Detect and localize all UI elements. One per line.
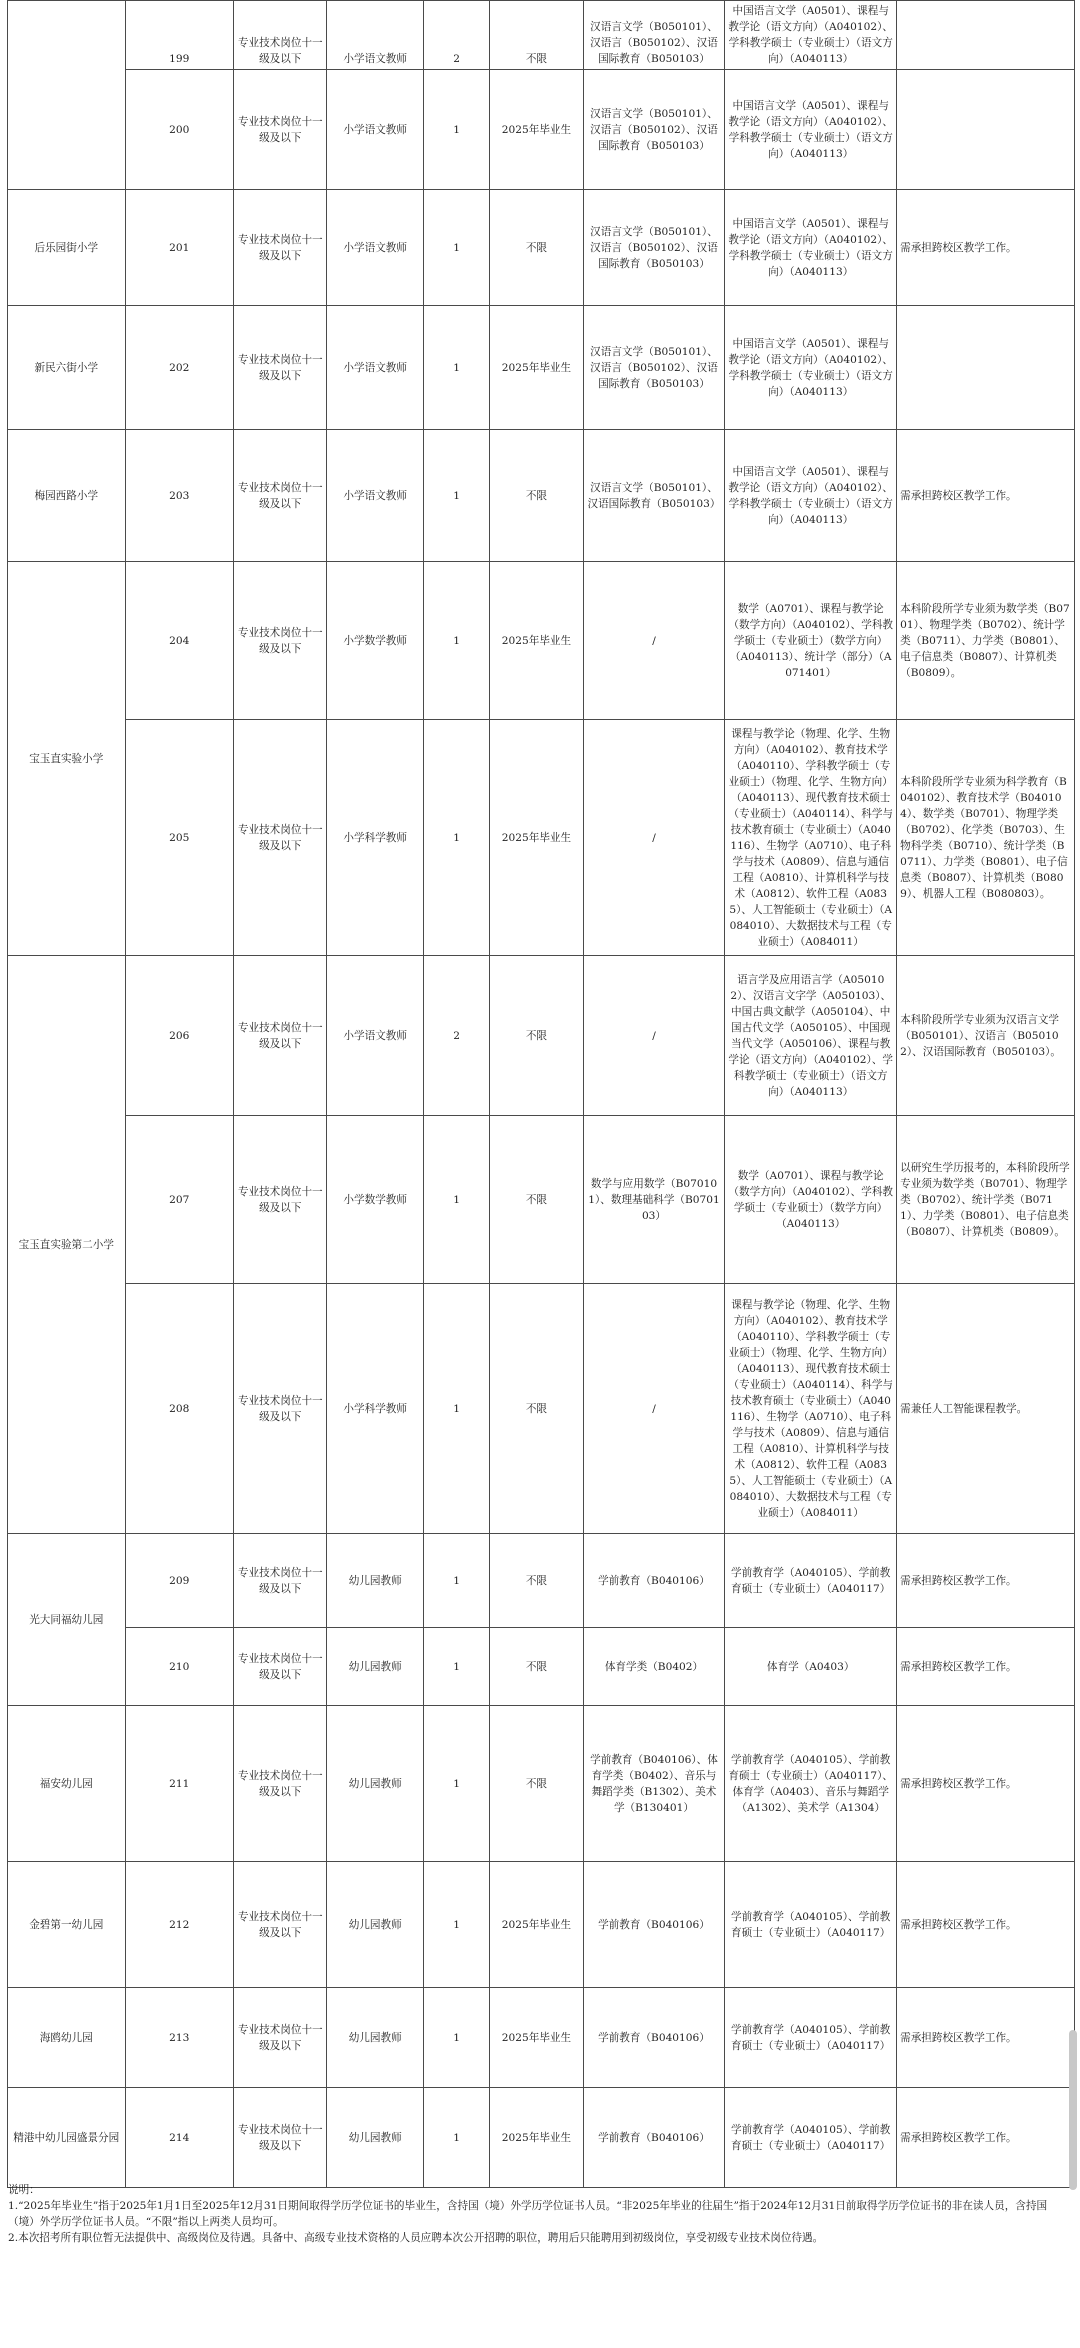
position-level-cell: 专业技术岗位十一级及以下 xyxy=(234,190,327,306)
post-name-cell: 小学数学教师 xyxy=(327,1116,423,1284)
remark-cell: 需承担跨校区教学工作。 xyxy=(897,190,1075,306)
postgrad-major-cell: 语言学及应用语言学（A050102）、汉语言文字学（A050103）、中国古典文献学（A050104）、中国古代文学（A050105）、中国现当代文学（A050106）、课程与教学论（语文方向）（A040102）、学科教学硕士（专业硕士）（语文方向）（A040113） xyxy=(725,956,897,1116)
condition-cell: 2025年毕业生 xyxy=(490,720,583,956)
condition-cell: 不限 xyxy=(490,1116,583,1284)
undergrad-major-cell: / xyxy=(583,720,725,956)
table-row xyxy=(8,190,1075,306)
condition-cell: 不限 xyxy=(490,1628,583,1706)
position-level-cell: 专业技术岗位十一级及以下 xyxy=(234,1,327,70)
post-name-cell: 小学科学教师 xyxy=(327,720,423,956)
post-name-cell: 小学语文教师 xyxy=(327,70,423,190)
post-name-cell: 小学语文教师 xyxy=(327,306,423,430)
remark-cell: 需承担跨校区教学工作。 xyxy=(897,2088,1075,2188)
post-name-cell: 幼儿园教师 xyxy=(327,1706,423,1862)
table-row xyxy=(8,70,1075,190)
position-level-cell: 专业技术岗位十一级及以下 xyxy=(234,1862,327,1988)
school-cell: 宝玉直实验第二小学 xyxy=(8,956,126,1534)
position-code-cell: 205 xyxy=(125,720,234,956)
position-code-cell: 211 xyxy=(125,1706,234,1862)
notes-heading: 说明： xyxy=(8,2184,40,2196)
condition-cell: 不限 xyxy=(490,1534,583,1628)
post-name-cell: 小学语文教师 xyxy=(327,190,423,306)
position-code-cell: 207 xyxy=(125,1116,234,1284)
condition-cell: 不限 xyxy=(490,956,583,1116)
undergrad-major-cell: 学前教育（B040106） xyxy=(583,1534,725,1628)
table-row xyxy=(8,562,1075,720)
remark-cell: 需承担跨校区教学工作。 xyxy=(897,430,1075,562)
headcount-cell: 1 xyxy=(423,2088,489,2188)
undergrad-major-cell: 学前教育（B040106） xyxy=(583,1988,725,2088)
postgrad-major-cell: 数学（A0701）、课程与教学论（数学方向）（A040102）、学科教学硕士（专业硕士）（数学方向）（A040113） xyxy=(725,1116,897,1284)
undergrad-major-cell: 学前教育（B040106）、体育学类（B0402）、音乐与舞蹈学类（B1302）、美术学（B130401） xyxy=(583,1706,725,1862)
condition-cell: 2025年毕业生 xyxy=(490,70,583,190)
post-name-cell: 幼儿园教师 xyxy=(327,1988,423,2088)
post-name-cell: 幼儿园教师 xyxy=(327,1862,423,1988)
school-cell: 后乐园街小学 xyxy=(8,190,126,306)
post-name-cell: 幼儿园教师 xyxy=(327,2088,423,2188)
headcount-cell: 1 xyxy=(423,1284,489,1534)
condition-cell: 2025年毕业生 xyxy=(490,306,583,430)
table-row xyxy=(8,2088,1075,2188)
position-code-cell: 201 xyxy=(125,190,234,306)
undergrad-major-cell: 学前教育（B040106） xyxy=(583,2088,725,2188)
position-level-cell: 专业技术岗位十一级及以下 xyxy=(234,1116,327,1284)
condition-cell: 不限 xyxy=(490,190,583,306)
headcount-cell: 1 xyxy=(423,70,489,190)
undergrad-major-cell: 汉语言文学（B050101）、汉语言（B050102）、汉语国际教育（B050103） xyxy=(583,1,725,70)
table-row xyxy=(8,1,1075,70)
condition-cell: 2025年毕业生 xyxy=(490,1862,583,1988)
headcount-cell: 1 xyxy=(423,1534,489,1628)
position-level-cell: 专业技术岗位十一级及以下 xyxy=(234,956,327,1116)
remark-cell: 本科阶段所学专业须为汉语言文学（B050101）、汉语言（B050102）、汉语国际教育（B050103）。 xyxy=(897,956,1075,1116)
school-cell: 新民六街小学 xyxy=(8,306,126,430)
position-code-cell: 210 xyxy=(125,1628,234,1706)
position-level-cell: 专业技术岗位十一级及以下 xyxy=(234,70,327,190)
undergrad-major-cell: 汉语言文学（B050101）、汉语言（B050102）、汉语国际教育（B050103） xyxy=(583,306,725,430)
table-row xyxy=(8,1706,1075,1862)
headcount-cell: 1 xyxy=(423,306,489,430)
postgrad-major-cell: 课程与教学论（物理、化学、生物方向）（A040102）、教育技术学（A040110）、学科教学硕士（专业硕士）（物理、化学、生物方向）（A040113）、现代教育技术硕士（专业硕士）（A040114）、科学与技术教育硕士（专业硕士）（A040116）、生物学（A0710）、电子科学与技术（A0809）、信息与通信工程（A0810）、计算机科学与技术（A0812）、软件工程（A0835）、人工智能硕士（专业硕士）（A084010）、大数据技术与工程（专业硕士）（A084011） xyxy=(725,720,897,956)
position-level-cell: 专业技术岗位十一级及以下 xyxy=(234,1706,327,1862)
school-cell: 精港中幼儿园盛景分园 xyxy=(8,2088,126,2188)
postgrad-major-cell: 中国语言文学（A0501）、课程与教学论（语文方向）（A040102）、学科教学硕士（专业硕士）（语文方向）（A040113） xyxy=(725,1,897,70)
position-level-cell: 专业技术岗位十一级及以下 xyxy=(234,306,327,430)
recruitment-table xyxy=(7,0,1075,2188)
postgrad-major-cell: 中国语言文学（A0501）、课程与教学论（语文方向）（A040102）、学科教学硕士（专业硕士）（语文方向）（A040113） xyxy=(725,190,897,306)
table-row xyxy=(8,430,1075,562)
position-code-cell: 203 xyxy=(125,430,234,562)
school-cell: 海鸥幼儿园 xyxy=(8,1988,126,2088)
position-level-cell: 专业技术岗位十一级及以下 xyxy=(234,430,327,562)
table-row xyxy=(8,1988,1075,2088)
post-name-cell: 小学语文教师 xyxy=(327,430,423,562)
position-code-cell: 200 xyxy=(125,70,234,190)
condition-cell: 2025年毕业生 xyxy=(490,562,583,720)
undergrad-major-cell: 汉语言文学（B050101）、汉语言（B050102）、汉语国际教育（B050103） xyxy=(583,190,725,306)
remark-cell: 需承担跨校区教学工作。 xyxy=(897,1534,1075,1628)
position-level-cell: 专业技术岗位十一级及以下 xyxy=(234,720,327,956)
remark-cell: 需承担跨校区教学工作。 xyxy=(897,1706,1075,1862)
headcount-cell: 2 xyxy=(423,1,489,70)
post-name-cell: 幼儿园教师 xyxy=(327,1628,423,1706)
school-cell: 梅园西路小学 xyxy=(8,430,126,562)
undergrad-major-cell: / xyxy=(583,562,725,720)
position-code-cell: 208 xyxy=(125,1284,234,1534)
postgrad-major-cell: 学前教育学（A040105）、学前教育硕士（专业硕士）（A040117） xyxy=(725,2088,897,2188)
position-code-cell: 209 xyxy=(125,1534,234,1628)
condition-cell: 2025年毕业生 xyxy=(490,1988,583,2088)
post-name-cell: 小学数学教师 xyxy=(327,562,423,720)
post-name-cell: 小学语文教师 xyxy=(327,1,423,70)
remark-cell: 需承担跨校区教学工作。 xyxy=(897,1628,1075,1706)
position-code-cell: 213 xyxy=(125,1988,234,2088)
position-level-cell: 专业技术岗位十一级及以下 xyxy=(234,1534,327,1628)
table-row xyxy=(8,1116,1075,1284)
undergrad-major-cell: 数学与应用数学（B070101）、数理基础科学（B070103） xyxy=(583,1116,725,1284)
table-row xyxy=(8,1628,1075,1706)
headcount-cell: 2 xyxy=(423,956,489,1116)
position-level-cell: 专业技术岗位十一级及以下 xyxy=(234,562,327,720)
remark-cell: 本科阶段所学专业须为科学教育（B040102）、教育技术学（B040104）、数学类（B0701）、物理学类（B0702）、化学类（B0703）、生物科学类（B0710）、统计学类（B0711）、力学类（B0801）、电子信息类（B0807）、计算机类（B0809）、机器人工程（B080803）。 xyxy=(897,720,1075,956)
condition-cell: 不限 xyxy=(490,1,583,70)
headcount-cell: 1 xyxy=(423,562,489,720)
remark-cell xyxy=(897,70,1075,190)
undergrad-major-cell: 汉语言文学（B050101）、汉语国际教育（B050103） xyxy=(583,430,725,562)
notes-line-1: 1.“2025年毕业生”指于2025年1月1日至2025年12月31日期间取得学历学位证书的毕业生，含持国（境）外学历学位证书人员。“非2025年毕业的往届生”指于2024年12月31日前取得学历学位证书的非在读人员，含持国（境）外学历学位证书人员。“不限”指以上两类人员均可。 xyxy=(8,2200,1048,2228)
school-cell: 光大同福幼儿园 xyxy=(8,1534,126,1706)
table-row xyxy=(8,720,1075,956)
remark-cell: 需兼任人工智能课程教学。 xyxy=(897,1284,1075,1534)
postgrad-major-cell: 体育学（A0403） xyxy=(725,1628,897,1706)
remark-cell: 需承担跨校区教学工作。 xyxy=(897,1988,1075,2088)
remark-cell: 需承担跨校区教学工作。 xyxy=(897,1862,1075,1988)
recruitment-table-container xyxy=(7,0,1075,2188)
headcount-cell: 1 xyxy=(423,190,489,306)
postgrad-major-cell: 学前教育学（A040105）、学前教育硕士（专业硕士）（A040117）、体育学（A0403）、音乐与舞蹈学（A1302）、美术学（A1304） xyxy=(725,1706,897,1862)
remark-cell xyxy=(897,1,1075,70)
notes-line-2: 2.本次招考所有职位暂无法提供中、高级岗位及待遇。具备中、高级专业技术资格的人员应聘本次公开招聘的职位，聘用后只能聘用到初级岗位，享受初级专业技术岗位待遇。 xyxy=(8,2232,824,2244)
school-cell xyxy=(8,1,126,190)
headcount-cell: 1 xyxy=(423,1628,489,1706)
headcount-cell: 1 xyxy=(423,1988,489,2088)
table-row xyxy=(8,1862,1075,1988)
postgrad-major-cell: 中国语言文学（A0501）、课程与教学论（语文方向）（A040102）、学科教学硕士（专业硕士）（语文方向）（A040113） xyxy=(725,430,897,562)
postgrad-major-cell: 学前教育学（A040105）、学前教育硕士（专业硕士）（A040117） xyxy=(725,1534,897,1628)
post-name-cell: 幼儿园教师 xyxy=(327,1534,423,1628)
post-name-cell: 小学科学教师 xyxy=(327,1284,423,1534)
postgrad-major-cell: 数学（A0701）、课程与教学论（数学方向）（A040102）、学科教学硕士（专业硕士）（数学方向）（A040113）、统计学（部分）（A071401） xyxy=(725,562,897,720)
position-level-cell: 专业技术岗位十一级及以下 xyxy=(234,1628,327,1706)
table-row xyxy=(8,956,1075,1116)
school-cell: 福安幼儿园 xyxy=(8,1706,126,1862)
headcount-cell: 1 xyxy=(423,1706,489,1862)
headcount-cell: 1 xyxy=(423,1862,489,1988)
notes-section xyxy=(8,2182,1070,2246)
table-row xyxy=(8,1284,1075,1534)
remark-cell xyxy=(897,306,1075,430)
headcount-cell: 1 xyxy=(423,430,489,562)
remark-cell: 以研究生学历报考的，本科阶段所学专业须为数学类（B0701）、物理学类（B0702）、统计学类（B0711）、力学类（B0801）、电子信息类（B0807）、计算机类（B0809）。 xyxy=(897,1116,1075,1284)
position-code-cell: 214 xyxy=(125,2088,234,2188)
headcount-cell: 1 xyxy=(423,720,489,956)
postgrad-major-cell: 课程与教学论（物理、化学、生物方向）（A040102）、教育技术学（A040110）、学科教学硕士（专业硕士）（物理、化学、生物方向）（A040113）、现代教育技术硕士（专业硕士）（A040114）、科学与技术教育硕士（专业硕士）（A040116）、生物学（A0710）、电子科学与技术（A0809）、信息与通信工程（A0810）、计算机科学与技术（A0812）、软件工程（A0835）、人工智能硕士（专业硕士）（A084010）、大数据技术与工程（专业硕士）（A084011） xyxy=(725,1284,897,1534)
position-level-cell: 专业技术岗位十一级及以下 xyxy=(234,2088,327,2188)
position-code-cell: 212 xyxy=(125,1862,234,1988)
table-row xyxy=(8,1534,1075,1628)
postgrad-major-cell: 学前教育学（A040105）、学前教育硕士（专业硕士）（A040117） xyxy=(725,1988,897,2088)
condition-cell: 2025年毕业生 xyxy=(490,2088,583,2188)
position-code-cell: 206 xyxy=(125,956,234,1116)
post-name-cell: 小学语文教师 xyxy=(327,956,423,1116)
undergrad-major-cell: 学前教育（B040106） xyxy=(583,1862,725,1988)
headcount-cell: 1 xyxy=(423,1116,489,1284)
undergrad-major-cell: / xyxy=(583,1284,725,1534)
undergrad-major-cell: 体育学类（B0402） xyxy=(583,1628,725,1706)
position-code-cell: 204 xyxy=(125,562,234,720)
remark-cell: 本科阶段所学专业须为数学类（B0701）、物理学类（B0702）、统计学类（B0711）、力学类（B0801）、电子信息类（B0807）、计算机类（B0809）。 xyxy=(897,562,1075,720)
position-level-cell: 专业技术岗位十一级及以下 xyxy=(234,1988,327,2088)
position-code-cell: 202 xyxy=(125,306,234,430)
postgrad-major-cell: 中国语言文学（A0501）、课程与教学论（语文方向）（A040102）、学科教学硕士（专业硕士）（语文方向）（A040113） xyxy=(725,306,897,430)
postgrad-major-cell: 中国语言文学（A0501）、课程与教学论（语文方向）（A040102）、学科教学硕士（专业硕士）（语文方向）（A040113） xyxy=(725,70,897,190)
undergrad-major-cell: 汉语言文学（B050101）、汉语言（B050102）、汉语国际教育（B050103） xyxy=(583,70,725,190)
position-level-cell: 专业技术岗位十一级及以下 xyxy=(234,1284,327,1534)
undergrad-major-cell: / xyxy=(583,956,725,1116)
condition-cell: 不限 xyxy=(490,1284,583,1534)
school-cell: 金碧第一幼儿园 xyxy=(8,1862,126,1988)
postgrad-major-cell: 学前教育学（A040105）、学前教育硕士（专业硕士）（A040117） xyxy=(725,1862,897,1988)
table-row xyxy=(8,306,1075,430)
position-code-cell: 199 xyxy=(125,1,234,70)
vertical-scrollbar[interactable] xyxy=(1069,2030,1077,2190)
school-cell: 宝玉直实验小学 xyxy=(8,562,126,956)
condition-cell: 不限 xyxy=(490,430,583,562)
condition-cell: 不限 xyxy=(490,1706,583,1862)
